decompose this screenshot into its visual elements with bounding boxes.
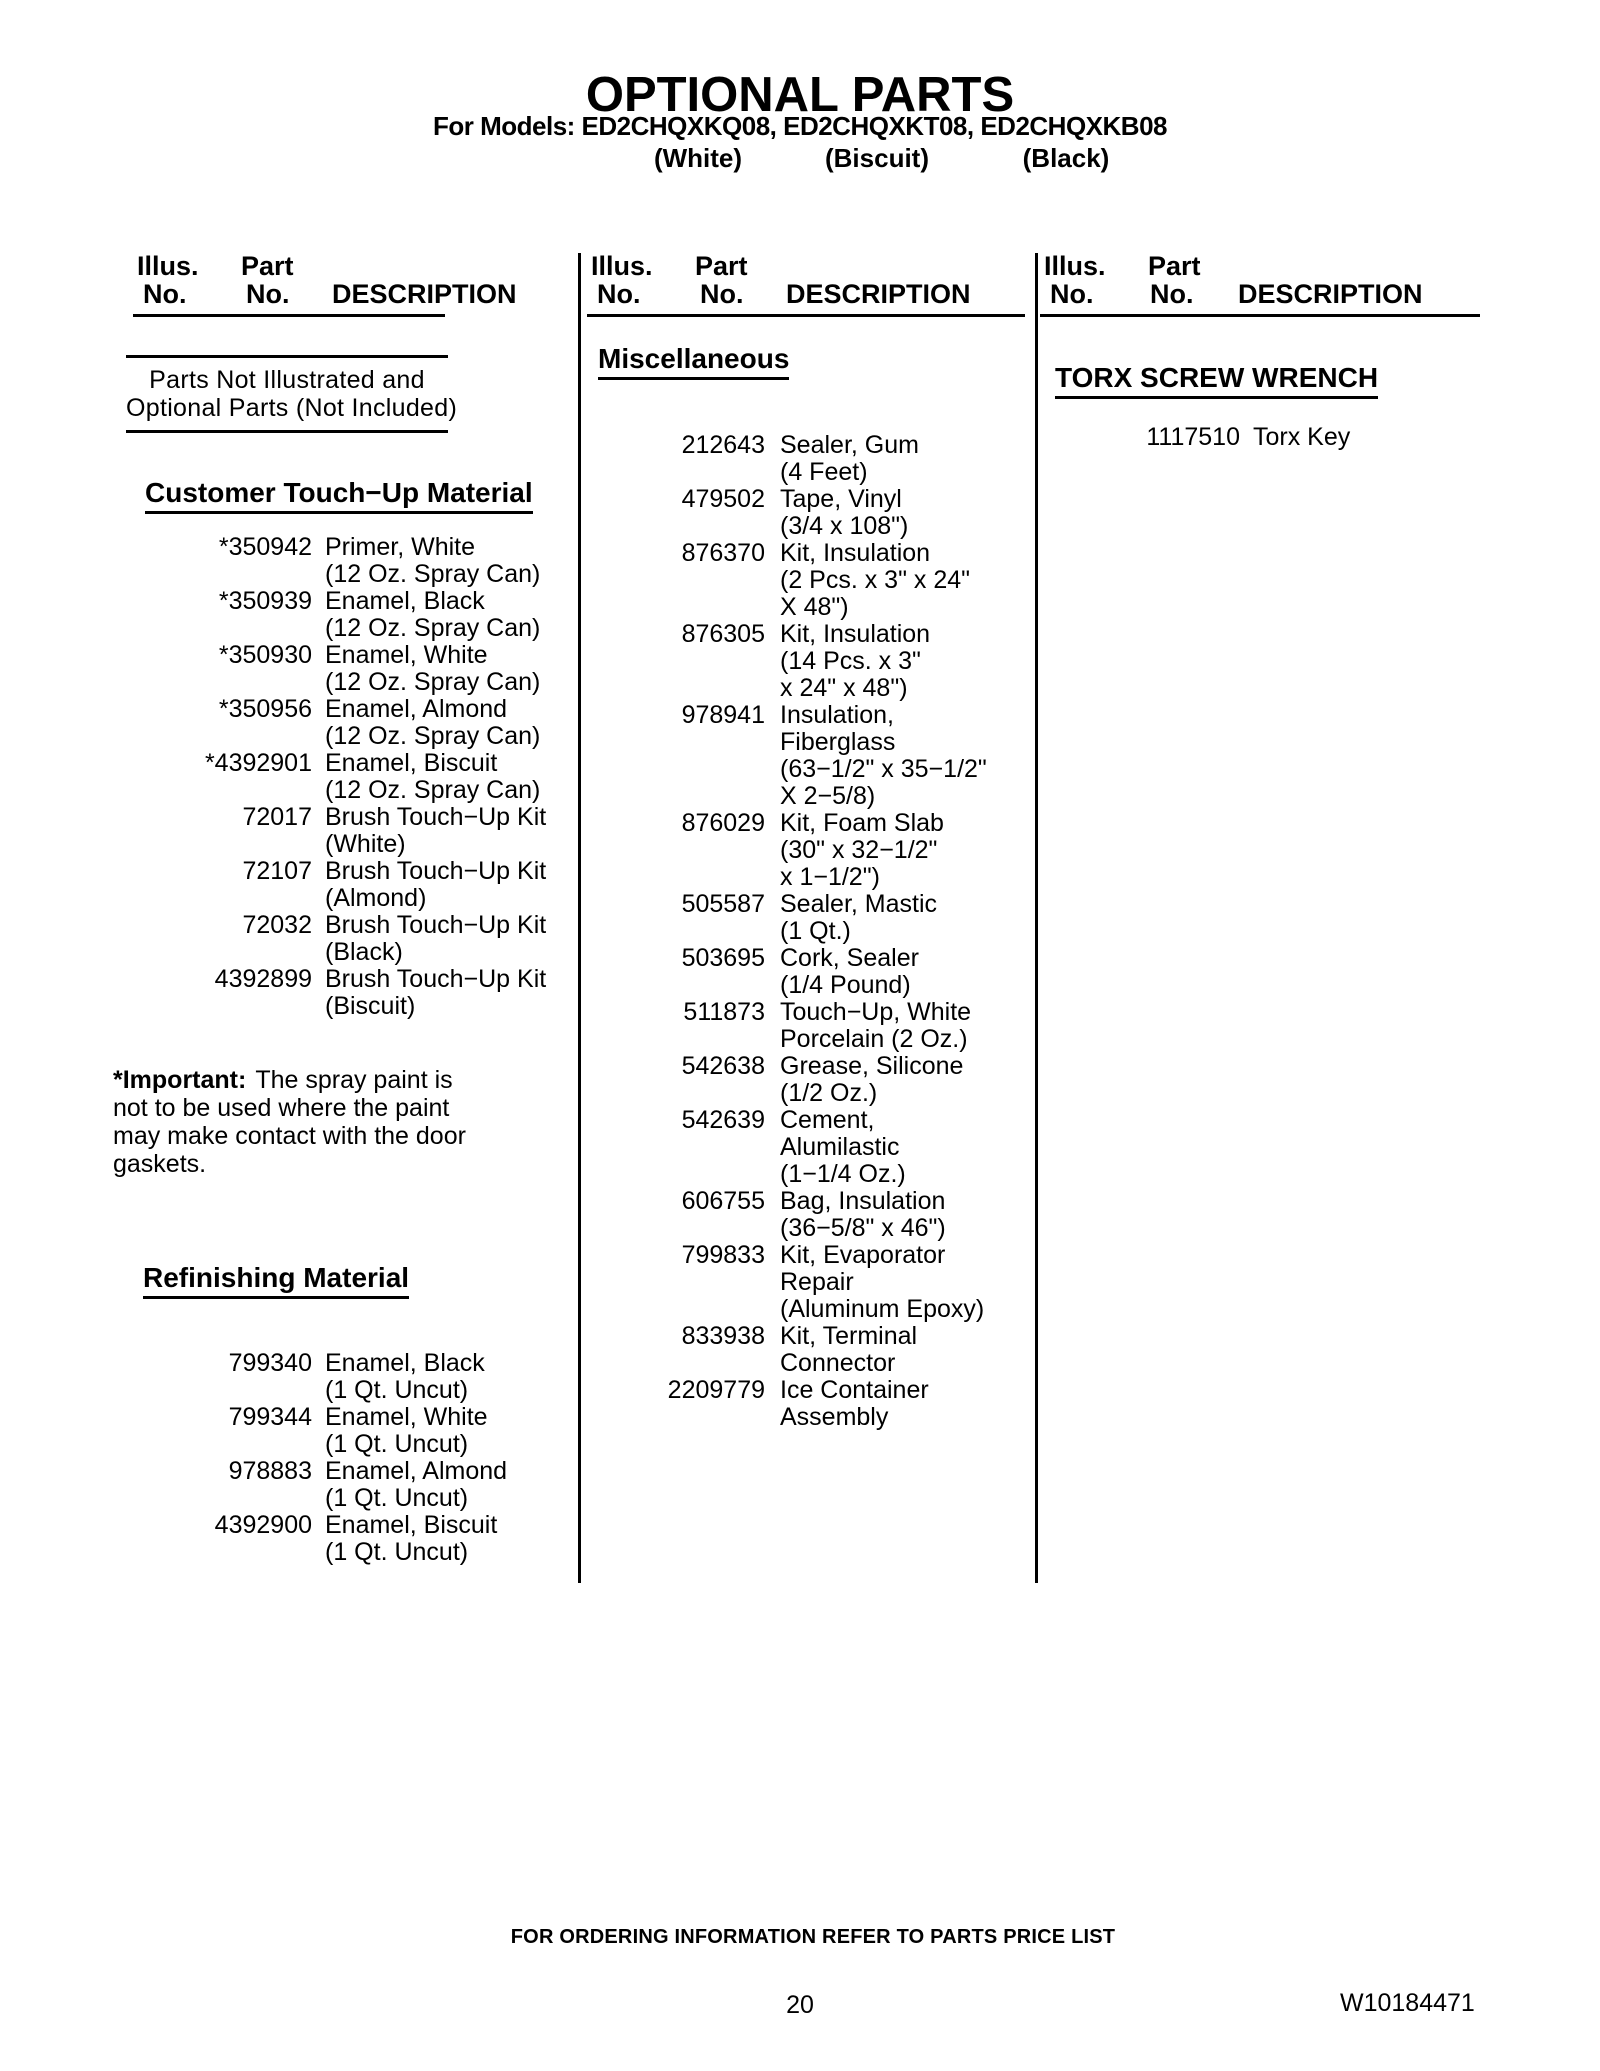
part-description: Kit, Insulation (14 Pcs. x 3" x 24" x 48") [780, 620, 931, 702]
part-description: Sealer, Mastic (1 Qt.) [780, 890, 938, 945]
part-row [590, 540, 987, 621]
part-number: 1117510 [1146, 423, 1240, 451]
part-number: 542638 [681, 1052, 765, 1080]
important-note-line [113, 1066, 473, 1094]
torx-parts-list [1048, 424, 1350, 451]
header-no-label: No. [246, 279, 290, 309]
part-row [95, 858, 546, 912]
part-description: Cork, Sealer (1/4 Pound) [780, 944, 919, 999]
not-illustrated-line-2: Optional Parts (Not Included) [126, 394, 458, 422]
part-number: 4392899 [214, 965, 312, 993]
part-description: Kit, Terminal Connector [780, 1322, 918, 1377]
col1-table-header [133, 251, 517, 317]
color-label-white: (White) [653, 143, 743, 173]
part-number: *4392901 [204, 749, 312, 777]
header-no-label: No. [1050, 279, 1094, 309]
part-description: Primer, White (12 Oz. Spray Can) [325, 533, 541, 588]
color-label-biscuit: (Biscuit) [825, 143, 929, 173]
color-label-black: (Black) [1022, 143, 1110, 173]
part-number: 542639 [681, 1106, 765, 1134]
part-description: Brush Touch−Up Kit (Biscuit) [325, 965, 547, 1020]
part-row [95, 1458, 507, 1512]
part-row [95, 642, 546, 696]
part-description: Enamel, Biscuit (1 Qt. Uncut) [325, 1511, 498, 1566]
part-row [95, 696, 546, 750]
part-number: 876305 [681, 620, 765, 648]
part-number: 511873 [683, 998, 765, 1026]
document-number: W10184471 [1340, 1989, 1475, 2017]
important-text: The spray paint is [255, 1066, 453, 1094]
part-row [590, 1242, 987, 1323]
part-row [590, 999, 987, 1053]
header-illus-label: Illus. [137, 251, 199, 281]
part-number: 72032 [242, 911, 312, 939]
part-number: 833938 [681, 1322, 765, 1350]
part-row [590, 1323, 987, 1377]
part-row [95, 534, 546, 588]
section-heading-torx: TORX SCREW WRENCH [1055, 363, 1378, 399]
part-number: 212643 [681, 431, 765, 459]
part-row [590, 1377, 987, 1431]
header-part-label: Part [1148, 251, 1201, 281]
section-heading-refinishing: Refinishing Material [143, 1263, 409, 1299]
footer-ordering-note: FOR ORDERING INFORMATION REFER TO PARTS PRICE LIST [510, 1926, 1116, 1948]
not-illustrated-box [126, 355, 458, 433]
part-row [95, 1512, 507, 1566]
part-number: 799340 [228, 1349, 312, 1377]
part-number: 876370 [681, 539, 765, 567]
part-description: Torx Key [1253, 423, 1351, 451]
part-description: Enamel, Almond (12 Oz. Spray Can) [325, 695, 541, 750]
models-line: For Models: ED2CHQXKQ08, ED2CHQXKT08, ED2CHQXKB08 [432, 111, 1167, 141]
part-row [95, 966, 546, 1020]
header-description-label: DESCRIPTION [332, 279, 517, 309]
part-description: Enamel, Black (1 Qt. Uncut) [325, 1349, 485, 1404]
part-row [95, 912, 546, 966]
part-number: 72107 [242, 857, 312, 885]
part-description: Enamel, Almond (1 Qt. Uncut) [325, 1457, 508, 1512]
header-description-label: DESCRIPTION [786, 279, 971, 309]
part-description: Enamel, Biscuit (12 Oz. Spray Can) [325, 749, 541, 804]
part-number: 2209779 [667, 1376, 765, 1404]
part-description: Cement, Alumilastic (1−1/4 Oz.) [780, 1106, 906, 1188]
part-number: 799833 [681, 1241, 765, 1269]
part-row [1048, 424, 1350, 451]
part-row [590, 945, 987, 999]
important-note-lines [113, 1094, 473, 1178]
model-color-labels [0, 144, 1600, 172]
part-row [590, 702, 987, 810]
col3-table-header [1040, 252, 1480, 317]
part-description: Kit, Foam Slab (30" x 32−1/2" x 1−1/2") [780, 809, 944, 891]
col2-table-header [587, 252, 1025, 317]
part-row [590, 486, 987, 540]
column-divider-1 [578, 253, 581, 1583]
part-row [95, 588, 546, 642]
important-note-line: may make contact with the door [113, 1122, 466, 1150]
miscellaneous-parts-list [590, 432, 987, 1431]
section-heading-miscellaneous: Miscellaneous [598, 344, 789, 380]
part-row [590, 432, 987, 486]
header-no-label: No. [1150, 279, 1194, 309]
part-number: 4392900 [214, 1511, 312, 1539]
part-description: Sealer, Gum (4 Feet) [780, 431, 919, 486]
part-number: 606755 [681, 1187, 765, 1215]
part-number: *350930 [218, 641, 312, 669]
touchup-parts-list [95, 534, 546, 1020]
part-description: Enamel, White (12 Oz. Spray Can) [325, 641, 541, 696]
part-row [95, 1350, 507, 1404]
part-number: 876029 [681, 809, 765, 837]
important-note-line: gaskets. [113, 1150, 207, 1178]
part-number: 799344 [228, 1403, 312, 1431]
part-number: 72017 [242, 803, 312, 831]
part-number: 503695 [681, 944, 765, 972]
part-number: 978883 [228, 1457, 312, 1485]
section-heading-customer-touchup: Customer Touch−Up Material [145, 478, 533, 514]
page-title: OPTIONAL PARTS [585, 68, 1015, 122]
part-description: Insulation, Fiberglass (63−1/2" x 35−1/2" X 2−5/8) [780, 701, 987, 810]
part-description: Brush Touch−Up Kit (Almond) [325, 857, 547, 912]
part-number: *350939 [218, 587, 312, 615]
header-description-label: DESCRIPTION [1238, 279, 1423, 309]
part-description: Tape, Vinyl (3/4 x 108") [780, 485, 909, 540]
part-row [590, 1188, 987, 1242]
header-part-label: Part [695, 251, 748, 281]
part-row [590, 621, 987, 702]
part-number: *350942 [218, 533, 312, 561]
important-note [113, 1066, 473, 1178]
part-description: Brush Touch−Up Kit (Black) [325, 911, 547, 966]
part-number: 978941 [681, 701, 765, 729]
part-description: Bag, Insulation (36−5/8" x 46") [780, 1187, 946, 1242]
important-note-line: not to be used where the paint [113, 1094, 450, 1122]
header-illus-label: Illus. [1044, 251, 1106, 281]
part-number: 479502 [681, 485, 765, 513]
important-label: *Important: [113, 1066, 247, 1094]
part-description: Touch−Up, White Porcelain (2 Oz.) [780, 998, 972, 1053]
not-illustrated-line-1: Parts Not Illustrated and [149, 366, 425, 394]
header-no-label: No. [597, 279, 641, 309]
header-no-label: No. [700, 279, 744, 309]
part-row [95, 750, 546, 804]
part-description: Enamel, White (1 Qt. Uncut) [325, 1403, 488, 1458]
header-part-label: Part [241, 251, 294, 281]
part-description: Enamel, Black (12 Oz. Spray Can) [325, 587, 541, 642]
part-row [95, 1404, 507, 1458]
column-divider-2 [1035, 253, 1038, 1583]
part-row [590, 1107, 987, 1188]
part-description: Grease, Silicone (1/2 Oz.) [780, 1052, 964, 1107]
header-no-label: No. [143, 279, 187, 309]
part-row [95, 804, 546, 858]
refinishing-parts-list [95, 1350, 507, 1566]
part-row [590, 810, 987, 891]
part-number: 505587 [681, 890, 765, 918]
header-illus-label: Illus. [591, 251, 653, 281]
part-number: *350956 [218, 695, 312, 723]
part-description: Ice Container Assembly [780, 1376, 929, 1431]
part-description: Brush Touch−Up Kit (White) [325, 803, 547, 858]
part-row [590, 891, 987, 945]
page-number: 20 [786, 1991, 814, 2019]
part-description: Kit, Insulation (2 Pcs. x 3" x 24" X 48") [780, 539, 971, 621]
part-description: Kit, Evaporator Repair (Aluminum Epoxy) [780, 1241, 985, 1323]
part-row [590, 1053, 987, 1107]
